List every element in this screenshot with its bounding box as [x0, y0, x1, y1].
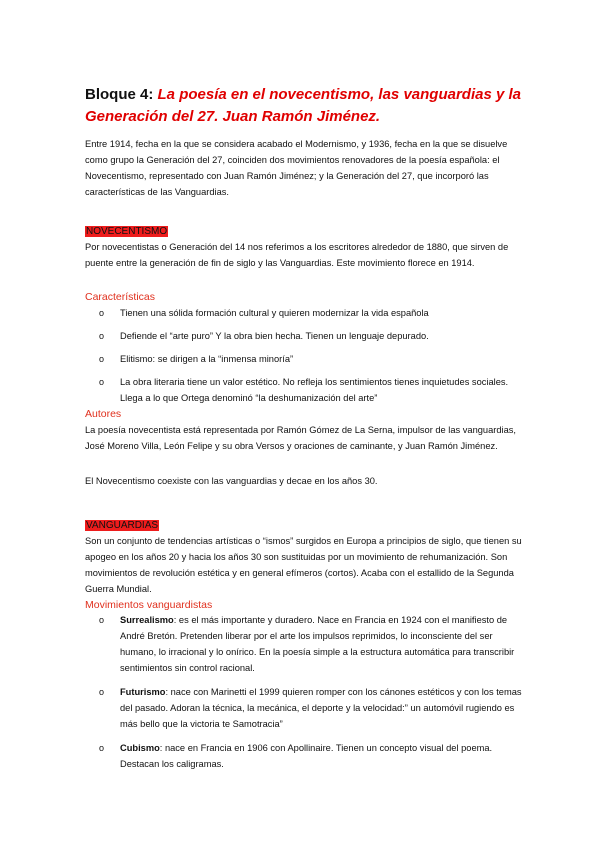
caracteristicas-heading: Características — [85, 291, 156, 303]
bullet-icon: o — [99, 615, 105, 625]
list-item: o Defiende el “arte puro” Y la obra bien hecha. Tienen un lenguaje depurado. — [85, 328, 525, 344]
section-heading-vanguardias — [85, 518, 159, 533]
bullet-icon: o — [99, 687, 105, 697]
page-title — [85, 84, 525, 128]
section-heading-novecentismo — [85, 224, 168, 239]
movimiento-name: Surrealismo — [120, 615, 174, 625]
intro-paragraph: Entre 1914, fecha en la que se considera acabado el Modernismo, y 1936, fecha en la que se disuelve como grupo la Generación del 27, coinciden dos movimientos renovadores de la poesía española: el Novecentismo, representado con Juan Ramón Jiménez; y la Generación del 27, que incorporó las características de las Vanguardias. — [85, 139, 508, 197]
list-item: o La obra literaria tiene un valor estético. No refleja los sentimientos tienes inquietudes sociales. Llega a lo que Ortega denominó “la deshumanización del arte” — [85, 374, 525, 406]
bullet-icon: o — [99, 308, 105, 318]
caracteristicas-list — [85, 305, 525, 406]
bullet-icon: o — [99, 377, 105, 387]
movimiento-name: Cubismo — [120, 743, 160, 753]
list-item: o Tienen una sólida formación cultural y quieren modernizar la vida española — [85, 305, 525, 321]
bullet-icon: o — [99, 331, 105, 341]
list-item: o Cubismo: nace en Francia en 1906 con Apollinaire. Tienen un concepto visual del poema. Destacan los caligramas. — [85, 740, 525, 772]
bullet-icon: o — [99, 743, 105, 753]
novecentismo-intro: Por novecentistas o Generación del 14 nos referimos a los escritores alrededor de 1880, que sirven de puente entre la generación de fin de siglo y las Vanguardias. Este movimiento florece en 1914. — [85, 242, 509, 268]
autores-heading: Autores — [85, 408, 122, 420]
vanguardias-heading: VANGUARDIAS — [86, 520, 159, 531]
coexiste-paragraph: El Novecentismo coexiste con las vanguardias y decae en los años 30. — [85, 476, 378, 486]
movimientos-list — [85, 612, 525, 772]
novecentismo-heading: NOVECENTISMO — [86, 226, 168, 237]
title-lead: Bloque 4: — [85, 86, 158, 103]
autores-paragraph: La poesía novecentista está representada por Ramón Gómez de La Serna, impulsor de las vanguardias, José Moreno Villa, León Felipe y su obra Versos y oraciones de caminante, y Juan Ramón Jiménez. — [85, 425, 517, 451]
list-item: o Surrealismo: es el más importante y duradero. Nace en Francia en 1924 con el manifiesto de André Bretón. Pretenden liberar por el arte los impulsos reprimidos, lo inconsciente del ser humano, lo irracional y lo onírico. En la poesía simple a la estructura automática para transcribir sentimientos sin control racional. — [85, 612, 525, 676]
list-item: o Futurismo: nace con Marinetti el 1999 quieren romper con los cánones estéticos y con los temas del pasado. Adoran la técnica, la mecánica, el deporte y la velocidad:” un automóvil rugiendo es más bello que la victoria te Samotracia” — [85, 684, 525, 732]
title-subject: La poesía en el novecentismo, las vanguardias y la Generación del 27. Juan Ramón Jiménez. — [85, 86, 521, 125]
vanguardias-intro: Son un conjunto de tendencias artísticas o “ismos” surgidos en Europa a principios de siglo, que tienen su apogeo en los años 20 y hacia los años 30 son sustituidas por un movimiento de rehumanización. Son movimientos de revolución estética y en general efímeros (cortos). Acaba con el estallido de la Segunda Guerra Mundial. — [85, 536, 522, 594]
list-item: o Elitismo: se dirigen a la “inmensa minoría” — [85, 351, 525, 367]
bullet-icon: o — [99, 354, 105, 364]
movimientos-heading: Movimientos vanguardistas — [85, 599, 213, 611]
movimiento-name: Futurismo — [120, 687, 166, 697]
